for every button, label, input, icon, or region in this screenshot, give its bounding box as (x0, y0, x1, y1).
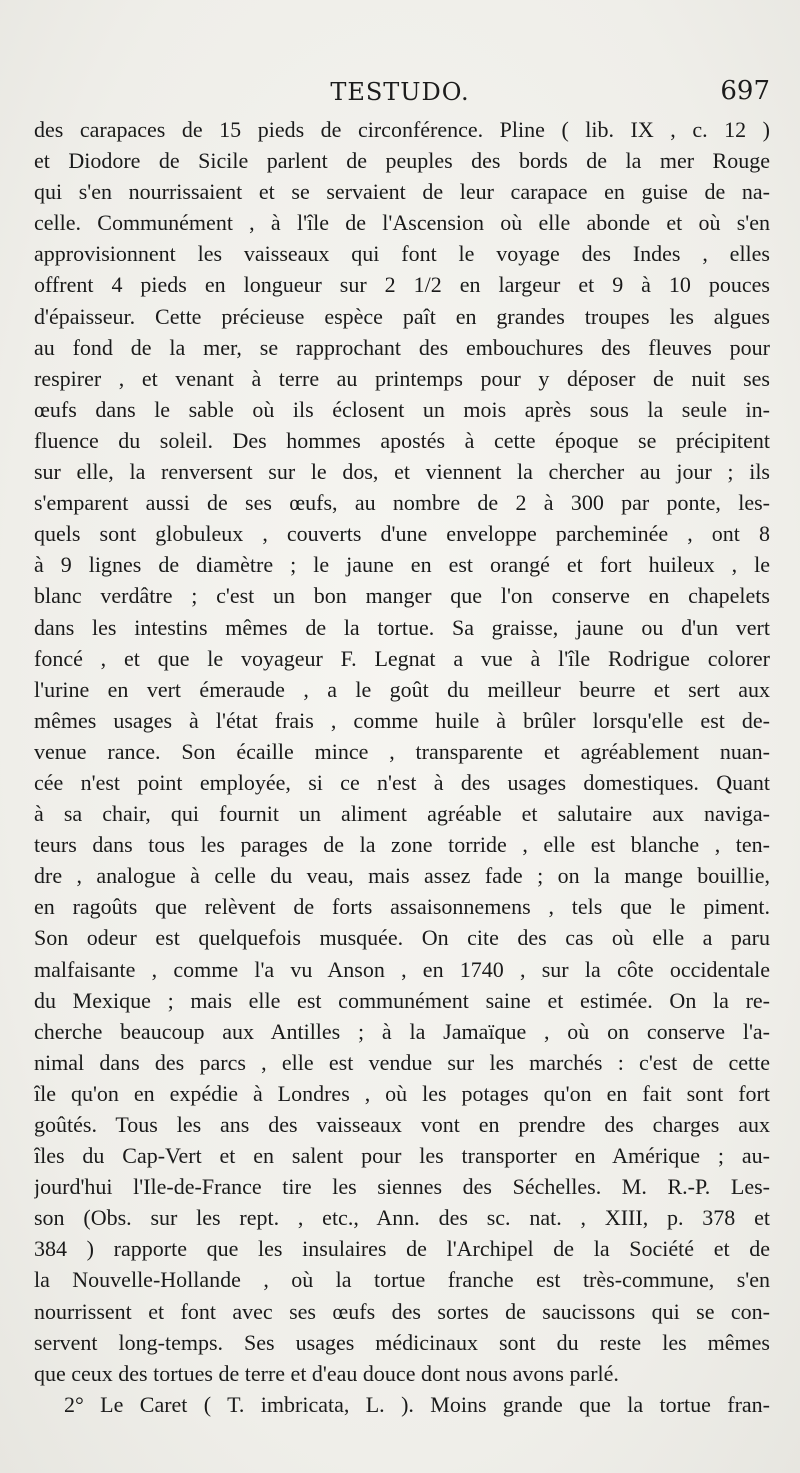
text-line: s'emparent aussi de ses œufs, au nombre de 2 à 300 par ponte, les- (34, 490, 770, 516)
text-line: teurs dans tous les parages de la zone torride , elle est blanche , ten- (34, 832, 770, 858)
text-line: nimal dans des parcs , elle est vendue sur les marchés : c'est de cette (34, 1049, 770, 1075)
text-line: celle. Communément , à l'île de l'Ascension où elle abonde et où s'en (34, 210, 770, 236)
text-line: île qu'on en expédie à Londres , où les potages qu'on en fait sont fort (34, 1080, 770, 1106)
text-line: dans les intestins mêmes de la tortue. Sa graisse, jaune ou d'un vert (34, 614, 770, 640)
text-line: qui s'en nourrissaient et se servaient de leur carapace en guise de na- (34, 179, 770, 205)
text-line: 384 ) rapporte que les insulaires de l'Archipel de la Société et de (34, 1236, 770, 1262)
page-header (0, 76, 800, 112)
text-line: foncé , et que le voyageur F. Legnat a vue à l'île Rodrigue colorer (34, 645, 770, 671)
text-line: la Nouvelle-Hollande , où la tortue franche est très-commune, s'en (34, 1267, 770, 1293)
text-line: l'urine en vert émeraude , a le goût du meilleur beurre et sert aux (34, 676, 770, 702)
text-line: quels sont globuleux , couverts d'une enveloppe parcheminée , ont 8 (34, 521, 770, 547)
text-line: à sa chair, qui fournit un aliment agréable et salutaire aux naviga- (34, 801, 770, 827)
running-title: TESTUDO. (330, 78, 470, 106)
text-line: à 9 lignes de diamètre ; le jaune en est orangé et fort huileux , le (34, 552, 770, 578)
text-line: et Diodore de Sicile parlent de peuples des bords de la mer Rouge (34, 148, 770, 174)
text-line: servent long-temps. Ses usages médicinaux sont du reste les mêmes (34, 1329, 770, 1355)
text-line: îles du Cap-Vert et en salent pour les transporter en Amérique ; au- (34, 1143, 770, 1169)
body-text (34, 114, 770, 1420)
text-line: malfaisante , comme l'a vu Anson , en 1740 , sur la côte occidentale (34, 956, 770, 982)
text-line: œufs dans le sable où ils éclosent un mois après sous la seule in- (34, 396, 770, 422)
text-line: son (Obs. sur les rept. , etc., Ann. des sc. nat. , XIII, p. 378 et (34, 1205, 770, 1231)
text-line: au fond de la mer, se rapprochant des embouchures des fleuves pour (34, 334, 770, 360)
text-line: des carapaces de 15 pieds de circonférence. Pline ( lib. IX , c. 12 ) (34, 117, 770, 142)
text-line: approvisionnent les vaisseaux qui font le voyage des Indes , elles (34, 241, 770, 267)
text-line: cherche beaucoup aux Antilles ; à la Jamaïque , où on conserve l'a- (34, 1018, 770, 1044)
text-line: d'épaisseur. Cette précieuse espèce paît en grandes troupes les algues (34, 303, 770, 329)
text-line: en ragoûts que relèvent de forts assaisonnemens , tels que le piment. (34, 894, 770, 920)
page-number: 697 (720, 76, 770, 106)
text-line: mêmes usages à l'état frais , comme huile à brûler lorsqu'elle est de- (34, 707, 770, 733)
text-line: respirer , et venant à terre au printemps pour y déposer de nuit ses (34, 365, 770, 391)
text-line: cée n'est point employée, si ce n'est à des usages domestiques. Quant (34, 769, 770, 795)
text-line: nourrissent et font avec ses œufs des sortes de saucissons qui se con- (34, 1298, 770, 1324)
text-line: Son odeur est quelquefois musquée. On cite des cas où elle a paru (34, 925, 770, 951)
text-line: jourd'hui l'Ile-de-France tire les siennes des Séchelles. M. R.-P. Les- (34, 1174, 770, 1200)
text-line: du Mexique ; mais elle est communément saine et estimée. On la re- (34, 987, 770, 1013)
text-line: offrent 4 pieds en longueur sur 2 1/2 en largeur et 9 à 10 pouces (34, 272, 770, 298)
text-line: goûtés. Tous les ans des vaisseaux vont en prendre des charges aux (34, 1112, 770, 1137)
text-line: fluence du soleil. Des hommes apostés à cette époque se précipitent (34, 427, 770, 453)
text-line: blanc verdâtre ; c'est un bon manger que l'on conserve en chapelets (34, 583, 770, 609)
text-line: 2° Le Caret ( T. imbricata, L. ). Moins grande que la tortue fran- (64, 1391, 770, 1417)
paragraph-end-line: que ceux des tortues de terre et d'eau douce dont nous avons parlé. (34, 1360, 619, 1386)
text-line: dre , analogue à celle du veau, mais assez fade ; on la mange bouillie, (34, 863, 770, 889)
text-line: venue rance. Son écaille mince , transparente et agréablement nuan- (34, 738, 770, 764)
text-line: sur elle, la renversent sur le dos, et viennent la chercher au jour ; ils (34, 459, 770, 485)
